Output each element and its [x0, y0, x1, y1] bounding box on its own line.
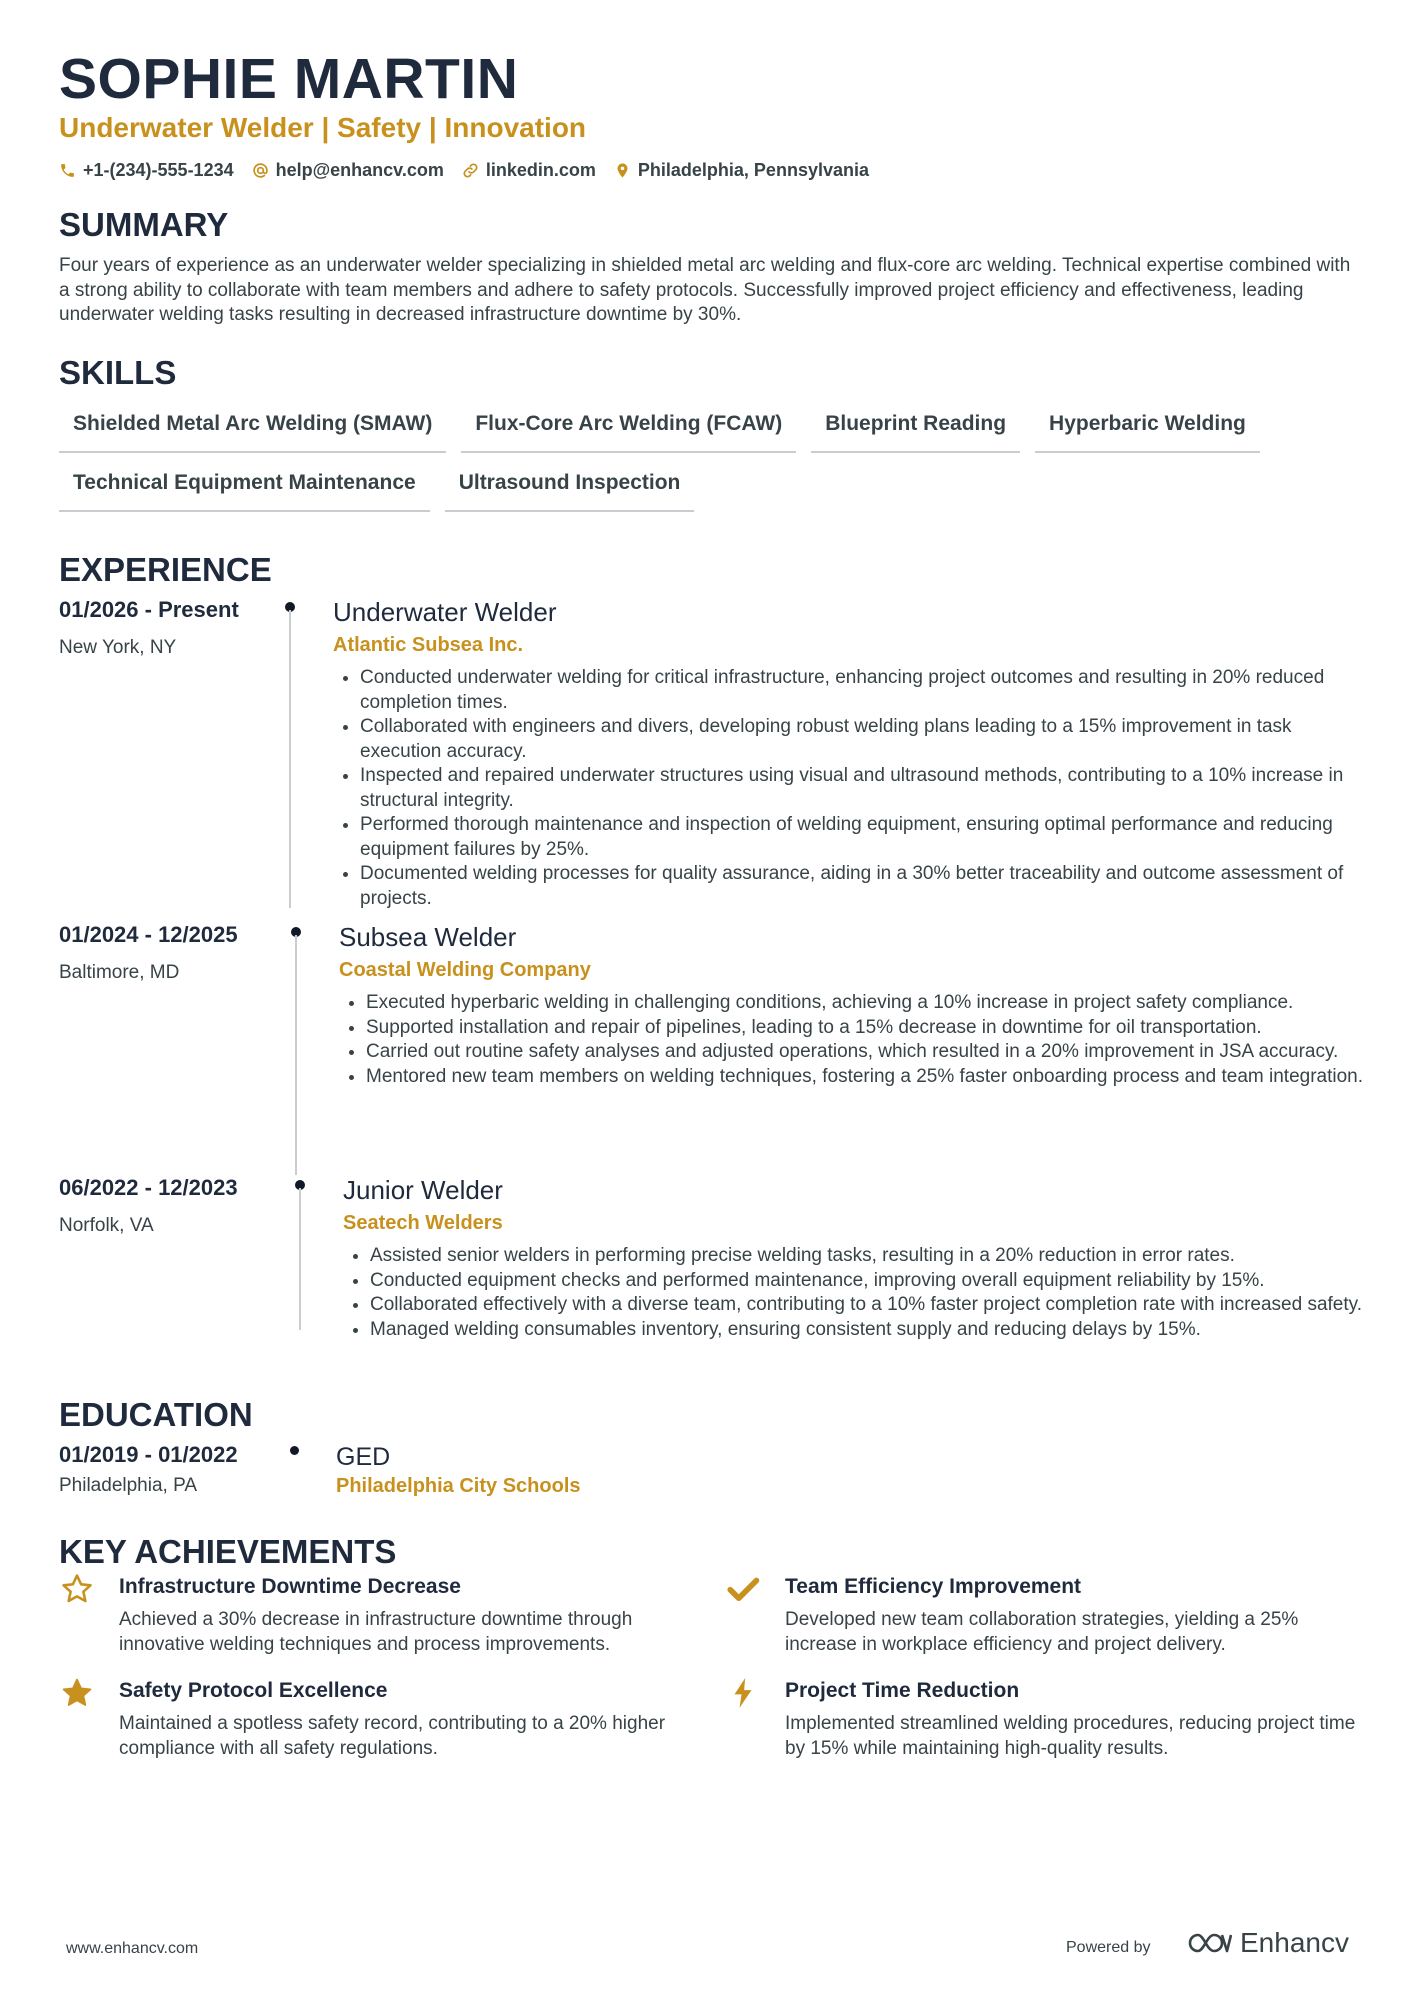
lightning-icon: [725, 1676, 763, 1710]
job-bullet: • Carried out routine safety analyses and adjusted operations, which resulted in a 20% improvement in JSA accuracy.: [366, 1040, 1379, 1065]
education-date: 01/2019 - 01/2022: [59, 1442, 238, 1467]
contact-phone[interactable]: [59, 160, 234, 181]
contact-email-text: help@enhancv.com: [275, 160, 444, 180]
job-company: Seatech Welders: [343, 1212, 503, 1234]
job-details: [339, 921, 1379, 1089]
job-bullet: • Collaborated with engineers and divers, developing robust welding plans leading to a 15% improvement in task execution accuracy.: [360, 715, 1373, 764]
job-bullet: • Inspected and repaired underwater structures using visual and ultrasound methods, contributing to a 10% increase in structural integrity.: [360, 764, 1373, 813]
skills-heading: SKILLS: [59, 354, 177, 391]
contact-linkedin[interactable]: [462, 160, 596, 181]
skill-tag: Technical Equipment Maintenance: [59, 467, 430, 512]
skills-list: [59, 408, 1359, 512]
skill-tag: Ultrasound Inspection: [445, 467, 695, 512]
skill-tag: Hyperbaric Welding: [1035, 408, 1260, 453]
star-outline-icon: [59, 1572, 97, 1606]
job-title: Underwater Welder: [333, 597, 557, 627]
job-company: Coastal Welding Company: [339, 959, 591, 981]
job-bullet: • Supported installation and repair of pipelines, leading to a 15% decrease in downtime for oil transportation.: [366, 1016, 1379, 1041]
timeline-line: [295, 935, 297, 1175]
contact-phone-text: +1-(234)-555-1234: [83, 160, 234, 180]
job-date: 01/2026 - Present: [59, 597, 239, 622]
achievement-description: Implemented streamlined welding procedures, reducing project time by 15% while maintaining high-quality results.: [785, 1713, 1356, 1759]
enhancv-logo-icon: [1186, 1928, 1232, 1958]
education-degree: GED: [336, 1443, 391, 1471]
job-company: Atlantic Subsea Inc.: [333, 634, 524, 656]
at-icon: [252, 162, 269, 179]
job-bullet: • Executed hyperbaric welding in challenging conditions, achieving a 10% increase in project safety compliance.: [366, 991, 1379, 1016]
contact-email[interactable]: [252, 160, 444, 181]
job-bullet: • Collaborated effectively with a diverse team, contributing to a 10% faster project completion rate with increased safety.: [370, 1293, 1383, 1318]
job-title: Subsea Welder: [339, 922, 517, 952]
job-bullet: • Documented welding processes for quality assurance, aiding in a 30% better traceability and outcome assessment of projects.: [360, 862, 1373, 911]
job-bullet: • Performed thorough maintenance and inspection of welding equipment, ensuring optimal performance and reducing equipment failures by 25%.: [360, 813, 1373, 862]
job-location: New York, NY: [59, 637, 177, 658]
skill-tag: Flux-Core Arc Welding (FCAW): [461, 408, 796, 453]
education-location: Philadelphia, PA: [59, 1475, 198, 1496]
achievement-title: Infrastructure Downtime Decrease: [119, 1575, 461, 1598]
achievement-title: Safety Protocol Excellence: [119, 1679, 388, 1702]
education-heading: EDUCATION: [59, 1396, 253, 1433]
brand-logo[interactable]: [1186, 1927, 1349, 1959]
job-location: Baltimore, MD: [59, 962, 180, 983]
contact-location-text: Philadelphia, Pennsylvania: [637, 160, 869, 180]
skill-tag: Blueprint Reading: [811, 408, 1020, 453]
footer-url[interactable]: www.enhancv.com: [66, 1940, 199, 1957]
achievements-heading: KEY ACHIEVEMENTS: [59, 1533, 397, 1570]
job-date: 06/2022 - 12/2023: [59, 1175, 238, 1200]
phone-icon: [59, 162, 76, 179]
powered-by-label: Powered by: [1066, 1939, 1151, 1956]
timeline-line: [289, 610, 291, 908]
achievement-description: Maintained a spotless safety record, contributing to a 20% higher compliance with all safety regulations.: [119, 1713, 666, 1759]
link-icon: [462, 162, 479, 179]
education-details: [336, 1441, 1376, 1499]
job-bullet: • Managed welding consumables inventory, ensuring consistent supply and reducing delays by 15%.: [370, 1318, 1383, 1343]
job-bullet: • Conducted underwater welding for critical infrastructure, enhancing project outcomes and resulting in 20% reduced completion times.: [360, 666, 1373, 715]
job-bullet: • Assisted senior welders in performing precise welding tasks, resulting in a 20% reduction in error rates.: [370, 1244, 1383, 1269]
brand-name: Enhancv: [1240, 1927, 1349, 1958]
achievement-title: Team Efficiency Improvement: [785, 1575, 1082, 1598]
job-bullets: [333, 666, 1373, 911]
contact-location: [614, 160, 869, 181]
achievement-description: Achieved a 30% decrease in infrastructure downtime through innovative welding techniques and process improvements.: [119, 1609, 633, 1655]
timeline-dot: [290, 1446, 299, 1455]
experience-heading: EXPERIENCE: [59, 551, 272, 588]
job-location: Norfolk, VA: [59, 1215, 154, 1236]
location-pin-icon: [614, 162, 631, 179]
achievement-description: Developed new team collaboration strategies, yielding a 25% increase in workplace efficiency and project delivery.: [785, 1609, 1299, 1655]
job-details: [343, 1174, 1383, 1342]
contact-linkedin-text: linkedin.com: [485, 160, 596, 180]
summary-heading: SUMMARY: [59, 206, 229, 243]
star-filled-icon: [59, 1676, 97, 1710]
candidate-name: SOPHIE MARTIN: [59, 47, 519, 111]
timeline-line: [299, 1188, 301, 1330]
job-bullet: • Mentored new team members on welding techniques, fostering a 25% faster onboarding process and team integration.: [366, 1065, 1379, 1090]
candidate-tagline: Underwater Welder | Safety | Innovation: [59, 112, 587, 143]
checkmark-icon: [725, 1572, 763, 1606]
job-details: [333, 596, 1373, 911]
job-bullet: • Conducted equipment checks and performed maintenance, improving overall equipment reliability by 15%.: [370, 1269, 1383, 1294]
contact-bar: [59, 160, 869, 181]
achievement-title: Project Time Reduction: [785, 1679, 1020, 1702]
job-date: 01/2024 - 12/2025: [59, 922, 238, 947]
job-bullets: [343, 1244, 1383, 1342]
job-title: Junior Welder: [343, 1175, 503, 1205]
job-bullets: [339, 991, 1379, 1089]
summary-text: Four years of experience as an underwater welder specializing in shielded metal arc welding and flux-core arc welding. Technical expertise combined with a strong ability to collaborate with team members and adhere to safety protocols. Successfully improved project efficiency and effectiveness, leading underwater welding tasks resulting in decreased infrastructure downtime by 30%.: [59, 255, 1351, 325]
skill-tag: Shielded Metal Arc Welding (SMAW): [59, 408, 446, 453]
education-school: Philadelphia City Schools: [336, 1475, 581, 1497]
